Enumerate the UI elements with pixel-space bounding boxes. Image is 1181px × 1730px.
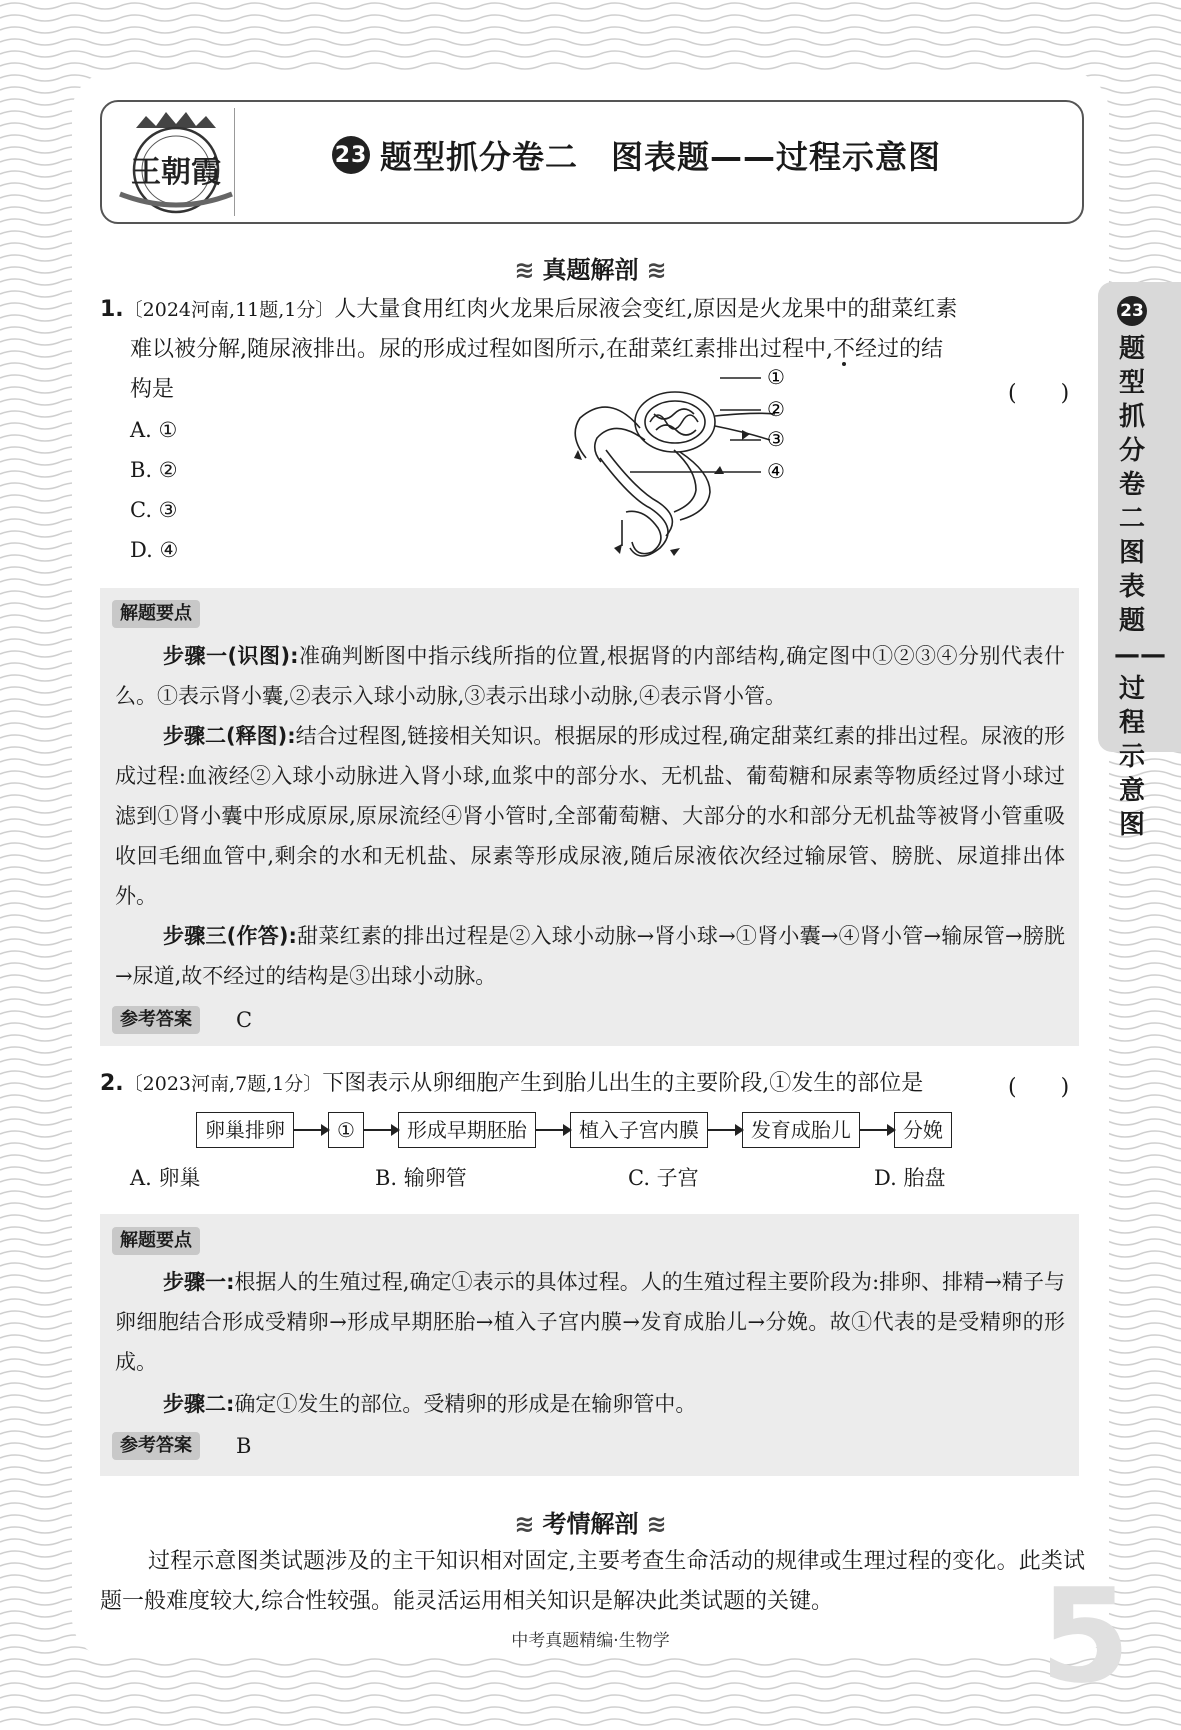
nephron-diagram (570, 365, 800, 570)
wave-mark-icon: ≋ (646, 256, 667, 284)
option-c: C. 子宫 (628, 1166, 699, 1190)
answer-tag: 参考答案 (112, 1432, 200, 1460)
answer-tag: 参考答案 (112, 1006, 200, 1034)
analysis-tag: 解题要点 (112, 600, 200, 628)
diagram-label-3: ③ (767, 427, 785, 451)
step-label: 步骤三(作答): (163, 924, 297, 948)
flow-step: 发育成胎儿 (742, 1112, 860, 1148)
title-badge: 23 (332, 136, 370, 174)
flow-step: 植入子宫内膜 (570, 1112, 708, 1148)
arrow-right-icon (708, 1129, 742, 1131)
section-title: 真题解剖 (542, 256, 639, 284)
option-a: A. ① (130, 418, 178, 442)
question-source: 〔2024河南,11题,1分〕 (123, 299, 335, 321)
step-text: 确定①发生的部位。受精卵的形成是在输卵管中。 (234, 1392, 697, 1416)
flow-step: 分娩 (894, 1112, 952, 1148)
option-a: A. 卵巢 (130, 1166, 201, 1190)
arrow-right-icon (536, 1129, 570, 1131)
side-tab-text: 题型抓分卷二图表题——过程示意图 (1114, 334, 1166, 840)
title-text: 题型抓分卷二 图表题——过程示意图 (380, 138, 942, 176)
footer-text: 中考真题精编·生物学 (511, 1631, 670, 1651)
step-label: 步骤一(识图): (163, 644, 299, 668)
step-label: 步骤二: (163, 1392, 235, 1416)
question-1-line-3: 构是 (130, 377, 175, 402)
question-1-line-2 (130, 330, 1085, 370)
header-divider (234, 108, 235, 216)
answer-value: B (236, 1434, 252, 1458)
step-label: 步骤二(释图): (163, 724, 296, 748)
diagram-label-2: ② (767, 397, 785, 421)
step-text: 甜菜红素的排出过程是②入球小动脉→肾小球→①肾小囊→④肾小管→输尿管→膀胱→尿道,故不经过的结构是③出球小动脉。 (115, 924, 1066, 988)
step-text: 准确判断图中指示线所指的位置,根据肾的内部结构,确定图中①②③④分别代表什么。①表示肾小囊,②表示入球小动脉,③表示出球小动脉,④表示肾小管。 (115, 644, 1065, 708)
option-b: B. ② (130, 458, 178, 482)
step-text: 根据人的生殖过程,确定①表示的具体过程。人的生殖过程主要阶段为:排卵、排精→精子与卵细胞结合形成受精卵→形成早期胚胎→植入子宫内膜→发育成胎儿→分娩。故①代表的是受精卵的形成。 (115, 1270, 1065, 1374)
header-card (100, 100, 1084, 224)
diagram-label-1: ① (767, 365, 785, 389)
answer-paren: ( ) (1008, 381, 1070, 406)
section-title: 考情解剖 (542, 1510, 639, 1538)
emphasis-word: 不 (832, 337, 855, 362)
step-label: 步骤一: (163, 1270, 235, 1294)
question-number: 2. (100, 1071, 124, 1096)
section-heading-zhenti (0, 250, 1181, 285)
diagram-label-4: ④ (767, 459, 785, 483)
question-source: 〔2023河南,7题,1分〕 (123, 1073, 323, 1095)
arrow-right-icon (364, 1129, 398, 1131)
question-number: 1. (100, 297, 124, 322)
flow-step: ① (328, 1112, 364, 1148)
wave-mark-icon: ≋ (646, 1510, 667, 1538)
question-text: 下图表示从卵细胞产生到胎儿出生的主要阶段,①发生的部位是 (322, 1071, 924, 1096)
wave-mark-icon: ≋ (514, 1510, 535, 1538)
option-c: C. ③ (130, 498, 178, 522)
arrow-right-icon (294, 1129, 328, 1131)
side-badge: 23 (1117, 296, 1147, 326)
analysis-step-2 (115, 1384, 1065, 1424)
arrow-right-icon (860, 1129, 894, 1131)
analysis-step-2 (115, 716, 1065, 916)
question-1-line-1 (100, 290, 1085, 330)
question-text: 难以被分解,随尿液排出。尿的形成过程如图所示,在甜菜红素排出过程中, (130, 337, 833, 362)
analysis-step-1 (115, 636, 1065, 716)
page-number-watermark: 5 (1040, 1560, 1131, 1712)
summary-paragraph: 过程示意图类试题涉及的主干知识相对固定,主要考查生命活动的规律或生理过程的变化。此类试题一般难度较大,综合性较强。能灵活运用相关知识是解决此类试题的关键。 (100, 1549, 1085, 1614)
option-b: B. 输卵管 (375, 1166, 467, 1190)
analysis-step-1 (115, 1262, 1065, 1382)
reproduction-flowchart (196, 1112, 952, 1148)
page-title (332, 132, 941, 178)
step-text: 结合过程图,链接相关知识。根据尿的形成过程,确定甜菜红素的排出过程。尿液的形成过程:血液经②入球小动脉进入肾小球,血浆中的部分水、无机盐、葡萄糖和尿素等物质经过肾小球过滤到①肾小囊中形成原尿,原尿流经④肾小管时,全部葡萄糖、大部分的水和部分无机盐等被肾小管重吸收回毛细血管中,剩余的水和无机盐、尿素等形成尿液,随后尿液依次经过输尿管、膀胱、尿道排出体外。 (115, 724, 1065, 908)
analysis-tag: 解题要点 (112, 1227, 200, 1255)
answer-value: C (236, 1008, 253, 1032)
analysis-step-3 (115, 916, 1065, 996)
flow-step: 形成早期胚胎 (398, 1112, 536, 1148)
answer-paren: ( ) (1008, 1075, 1070, 1100)
option-d: D. 胎盘 (874, 1166, 946, 1190)
question-text: 人大量食用红肉火龙果后尿液会变红,原因是火龙果中的甜菜红素 (334, 297, 958, 322)
flow-step: 卵巢排卵 (196, 1112, 294, 1148)
publisher-logo (116, 108, 236, 216)
option-d: D. ④ (130, 538, 179, 562)
section-heading-kaoqing (0, 1504, 1181, 1539)
logo-text: 王朝霞 (131, 155, 221, 190)
question-2-line-1 (100, 1064, 1085, 1104)
wave-mark-icon: ≋ (514, 256, 535, 284)
question-text: 经过的结 (855, 337, 944, 362)
